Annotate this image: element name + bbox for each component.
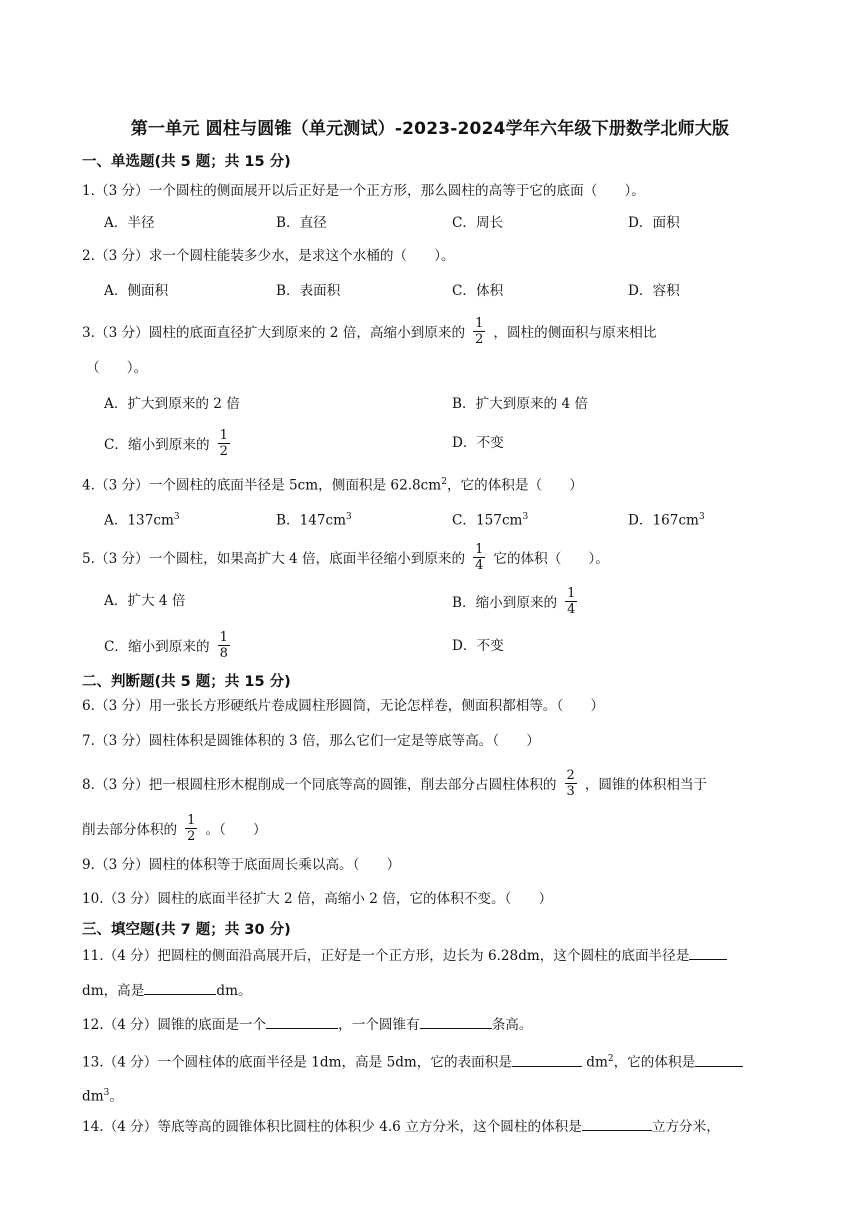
q14-text-pre: 14.（4 分）等底等高的圆锥体积比圆柱的体积少 4.6 立方分米，这个圆柱的体积是 [82,1119,582,1135]
q3-option-c-num: 1 [219,428,228,443]
q3-text-pre: 3.（3 分）圆柱的底面直径扩大到原来的 2 倍，高缩小到原来的 [82,325,466,341]
page-title: 第一单元 圆柱与圆锥（单元测试）-2023-2024学年六年级下册数学北师大版 [130,119,730,139]
q8-text-post: ，圆锥的体积相当于 [584,777,708,793]
q12-blank-height-count[interactable] [420,1014,492,1029]
q4-text-pre: 4.（3 分）一个圆柱的底面半径是 5cm，侧面积是 62.8cm [82,477,442,494]
q2-option-a: A．侧面积 [104,283,169,299]
q5-option-c-num: 1 [219,630,228,645]
q4-unit-sup: 2 [441,477,447,487]
question-7-text: 7.（3 分）圆柱体积是圆锥体积的 3 倍，那么它们一定是等底等高。（ ） [82,733,540,749]
q4-option-d [628,507,705,531]
question-11-line2 [82,980,252,1001]
question-2-text: 2.（3 分）求一个圆柱能装多少水，是求这个水桶的（ ）。 [82,248,455,264]
q4-option-b [276,507,352,531]
question-12-text [82,1014,532,1035]
question-6-text: 6.（3 分）用一张长方形硬纸片卷成圆柱形圆筒，无论怎样卷，侧面积都相等。（ ） [82,698,605,714]
q5-text-pre: 5.（3 分）一个圆柱，如果高扩大 4 倍，底面半径缩小到原来的 [82,551,466,567]
q5-option-b [452,588,585,619]
question-3-line2: （ ）。 [86,360,148,376]
q3-fraction-num: 1 [475,316,484,331]
q8-fraction [565,768,577,799]
q12-text-post: 条高。 [491,1017,533,1033]
q11-blank-radius[interactable] [689,945,727,960]
q3-option-b: B．扩大到原来的 4 倍 [452,396,589,412]
question-14-text [82,1116,720,1137]
q5-option-c-text: C．缩小到原来的 [104,639,210,655]
question-11-line1 [82,945,727,966]
q12-text-mid: ，一个圆锥有 [338,1017,420,1033]
q8-fraction-2-den: 2 [187,829,196,844]
q3-option-c-den: 2 [219,444,228,459]
q4-option-c-sup: 3 [522,512,529,522]
q13-unit-sup-2: 2 [607,1054,614,1064]
q14-blank-cylinder-volume[interactable] [582,1116,652,1131]
question-13-line2 [82,1083,123,1107]
q4-option-b-text: B．147cm [276,512,347,529]
q8-line2-pre: 削去部分体积的 [82,822,178,838]
q8-line2-post: 。（ ） [205,822,267,838]
q1-option-a: A．半径 [104,215,155,231]
q8-fraction-num: 2 [566,768,575,783]
question-3-line1 [82,318,656,349]
q2-option-b: B．表面积 [276,283,341,299]
q12-text-pre: 12.（4 分）圆锥的底面是一个 [82,1017,267,1033]
q4-option-a-text: A．137cm [104,512,174,529]
question-13-line1 [82,1049,743,1073]
q4-option-c [452,507,528,531]
q2-option-d: D．容积 [628,283,680,299]
q5-fraction-den: 4 [475,558,484,573]
q2-option-c: C．体积 [452,283,504,299]
q3-option-c-fraction [218,428,230,459]
q11-line2-post: dm。 [216,983,252,999]
q1-option-d: D．面积 [628,215,680,231]
q5-fraction [473,542,485,573]
q13-text-mid: dm [581,1054,608,1071]
q3-option-c [104,430,238,461]
section-heading-true-false: 二、判断题(共 5 题；共 15 分) [82,674,291,690]
q3-text-post: ，圆柱的侧面积与原来相比 [493,325,657,341]
q3-option-c-text: C．缩小到原来的 [104,437,210,453]
question-9-text: 9.（3 分）圆柱的体积等于底面周长乘以高。（ ） [82,857,401,873]
q4-text-post: ，它的体积是（ ） [446,477,583,494]
section-heading-single-choice: 一、单选题(共 5 题；共 15 分) [82,154,291,170]
q12-blank-base[interactable] [266,1014,338,1029]
question-8-line2 [82,815,267,846]
q1-option-b: B．直径 [276,215,327,231]
q5-option-b-num: 1 [567,586,576,601]
q11-blank-height[interactable] [144,980,216,995]
q4-option-c-text: C．157cm [452,512,523,529]
q3-option-a: A．扩大到原来的 2 倍 [104,396,240,412]
q4-option-a [104,507,180,531]
q3-fraction-den: 2 [475,332,484,347]
q8-fraction-den: 3 [566,784,575,799]
q14-text-post: 立方分米， [651,1119,720,1135]
q5-option-b-den: 4 [567,602,576,617]
q3-option-d: D．不变 [452,435,504,451]
section-heading-fill-blank: 三、填空题(共 7 题；共 30 分) [82,922,291,938]
q5-fraction-num: 1 [475,542,484,557]
q5-option-d: D．不变 [452,638,504,654]
q4-option-d-sup: 3 [698,512,705,522]
question-10-text: 10.（3 分）圆柱的底面半径扩大 2 倍，高缩小 2 倍，它的体积不变。（ ） [82,891,553,907]
q11-line2-pre: dm，高是 [82,983,145,999]
q5-option-b-text: B．缩小到原来的 [452,595,558,611]
q8-text-pre: 8.（3 分）把一根圆柱形木棍削成一个同底等高的圆锥，削去部分占圆柱体积的 [82,777,557,793]
q5-option-b-fraction [565,586,577,617]
q5-option-c [104,632,238,663]
question-5-text [82,544,609,575]
q8-fraction-2-num: 1 [187,813,196,828]
question-8-line1 [82,770,707,801]
q5-option-a: A．扩大 4 倍 [104,593,186,609]
q8-fraction-2 [185,813,197,844]
q4-option-a-sup: 3 [173,512,180,522]
q13-unit-sup-3: 3 [103,1088,110,1098]
question-4-text [82,472,583,496]
q1-option-c: C．周长 [452,215,504,231]
q5-option-c-fraction [218,630,230,661]
q4-option-d-text: D．167cm [628,512,699,529]
q13-line2-end: 。 [109,1088,123,1105]
q13-text-mid2: ，它的体积是 [613,1054,696,1071]
q4-option-b-sup: 3 [346,512,352,522]
q13-text-pre: 13.（4 分）一个圆柱体的底面半径是 1dm，高是 5dm，它的表面积是 [82,1054,512,1071]
q13-blank-volume[interactable] [695,1052,743,1067]
q13-line2-unit: dm [82,1088,104,1105]
q5-text-post: 它的体积（ ）。 [493,551,609,567]
q11-text-pre: 11.（4 分）把圆柱的侧面沿高展开后，正好是一个正方形，边长为 6.28dm，这个圆柱的底面半径是 [82,948,690,964]
question-1-text: 1.（3 分）一个圆柱的侧面展开以后正好是一个正方形，那么圆柱的高等于它的底面（ ）。 [82,183,645,199]
q3-fraction [473,316,485,347]
q13-blank-surface-area[interactable] [512,1052,582,1067]
q5-option-c-den: 8 [219,646,228,661]
